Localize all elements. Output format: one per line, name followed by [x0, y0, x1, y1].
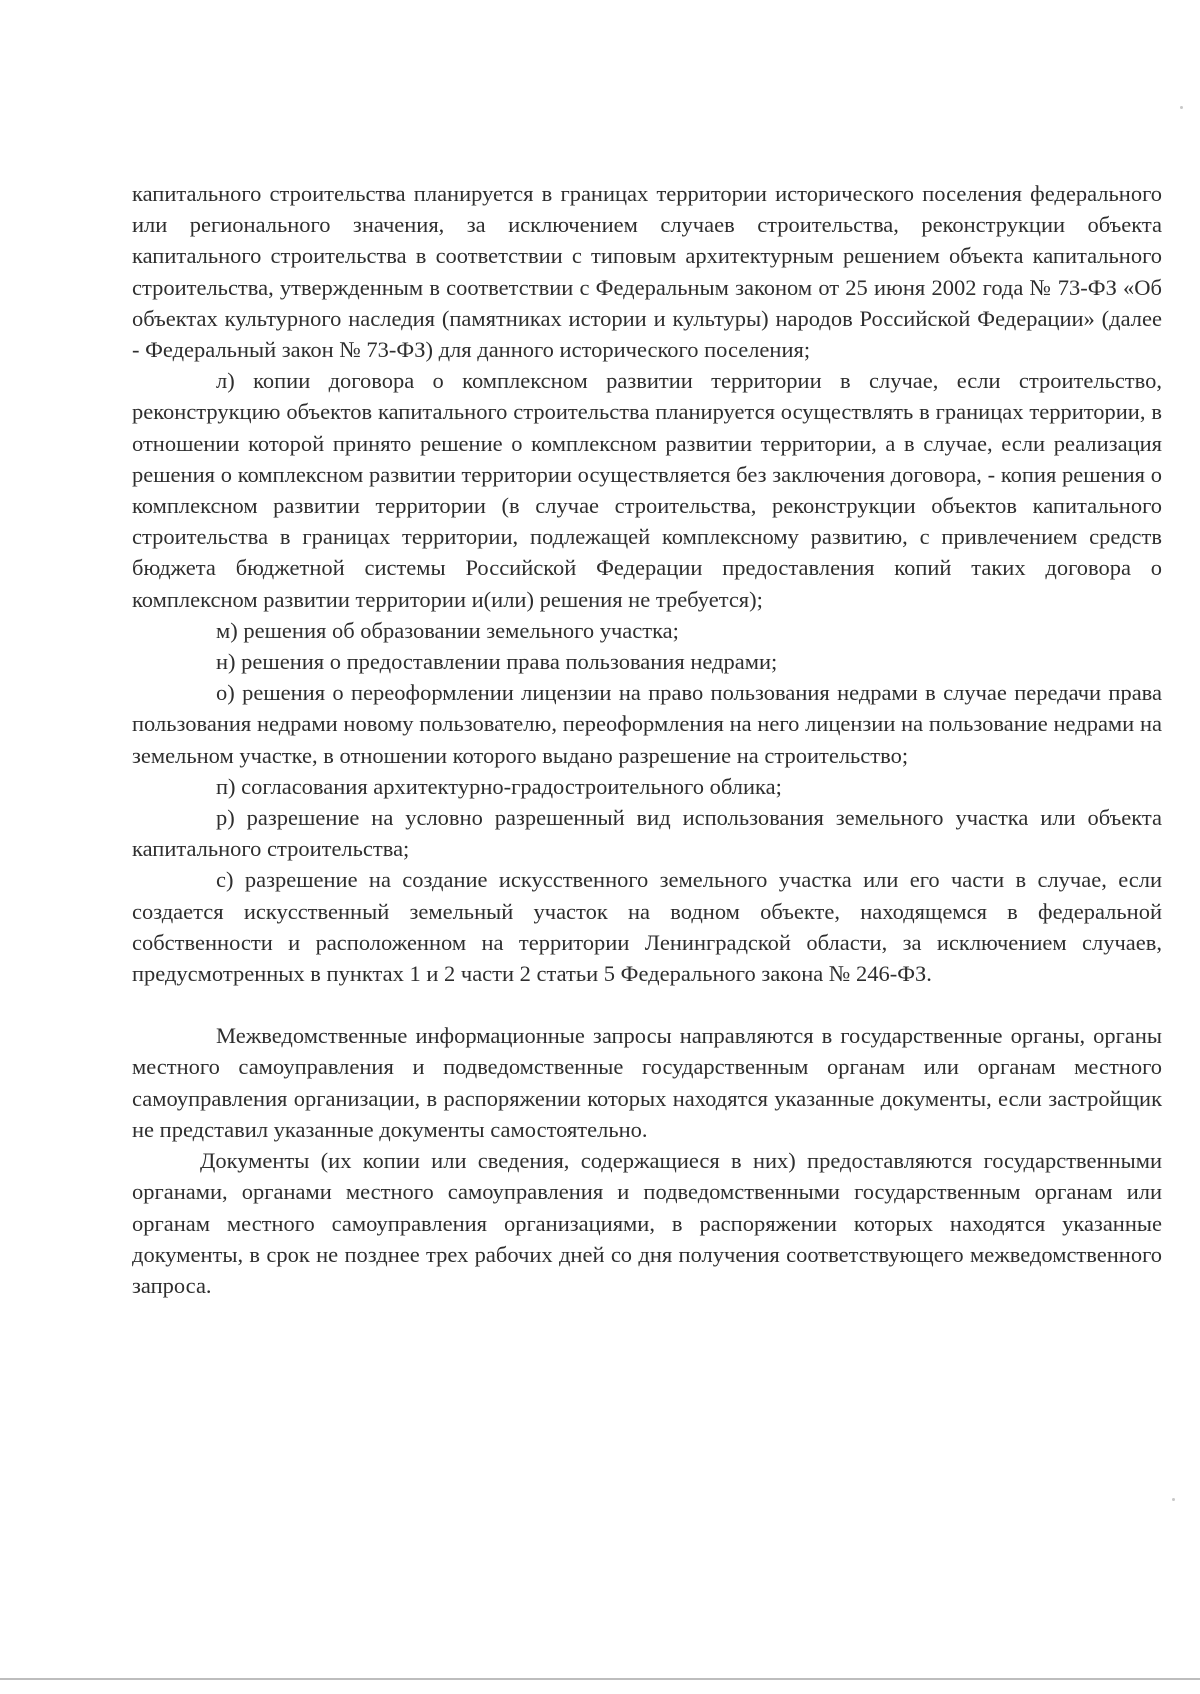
paragraph-item-r: р) разрешение на условно разрешенный вид использования земельного участка или объекта капитального строительства;: [132, 805, 1162, 862]
paragraph-item-p: п) согласования архитектурно-градостроительного облика;: [216, 773, 782, 799]
document-body: [132, 178, 1162, 1301]
paragraph-item-m: м) решения об образовании земельного участка;: [216, 617, 679, 643]
paragraph-documents-deadline: Документы (их копии или сведения, содержащиеся в них) предоставляются государственными органами, органами местного самоуправления и подведомственными государственным органам или органам местного самоуправления организациями, в распоряжении которых находятся указанные документы, в срок не позднее трех рабочих дней со дня получения соответствующего межведомственного запроса.: [132, 1148, 1162, 1298]
paragraph-interagency-requests: Межведомственные информационные запросы направляются в государственные органы, органы местного самоуправления и подведомственные государственным органам или органам местного самоуправления организации, в распоряжении которых находятся указанные документы, если застройщик не представил указанные документы самостоятельно.: [132, 1023, 1162, 1142]
paragraph-item-o: о) решения о переоформлении лицензии на право пользования недрами в случае передачи права пользования недрами новому пользователю, переоформления на него лицензии на пользование недрами на земельном участке, в отношении которого выдано разрешение на строительство;: [132, 680, 1162, 768]
paragraph-item-n: н) решения о предоставлении права пользования недрами;: [216, 649, 778, 675]
paragraph-continuation: капитального строительства планируется в границах территории исторического поселения федерального или регионального значения, за исключением случаев строительства, реконструкции объекта капитального строительства в соответствии с типовым архитектурным решением объекта капитального строительства, утвержденным в соответствии с Федеральным законом от 25 июня 2002 года № 73-ФЗ «Об объектах культурного наследия (памятниках истории и культуры) народов Российской Федерации» (далее - Федеральный закон № 73-ФЗ) для данного исторического поселения;: [132, 181, 1162, 363]
scan-edge-line: [0, 1678, 1200, 1680]
paragraph-item-s: с) разрешение на создание искусственного земельного участка или его части в случае, если создается искусственный земельный участок на водном объекте, находящемся в федеральной собственности и расположенном на территории Ленинградской области, за исключением случаев, предусмотренных в пунктах 1 и 2 части 2 статьи 5 Федерального закона № 246-ФЗ.: [132, 867, 1162, 987]
paragraph-item-l: л) копии договора о комплексном развитии территории в случае, если строительство, реконструкцию объектов капитального строительства планируется осуществлять в границах территории, в отношении которой принято решение о комплексном развитии территории, а в случае, если реализация решения о комплексном развитии территории осуществляется без заключения договора, - копия решения о комплексном развитии территории (в случае строительства, реконструкции объектов капитального строительства в границах территории, подлежащей комплексному развитию, с привлечением средств бюджета бюджетной системы Российской Федерации предоставления копий таких договора о комплексном развитии территории и(или) решения не требуется);: [132, 368, 1162, 612]
scan-speck: [1172, 1498, 1175, 1501]
scan-speck: [1180, 106, 1183, 109]
